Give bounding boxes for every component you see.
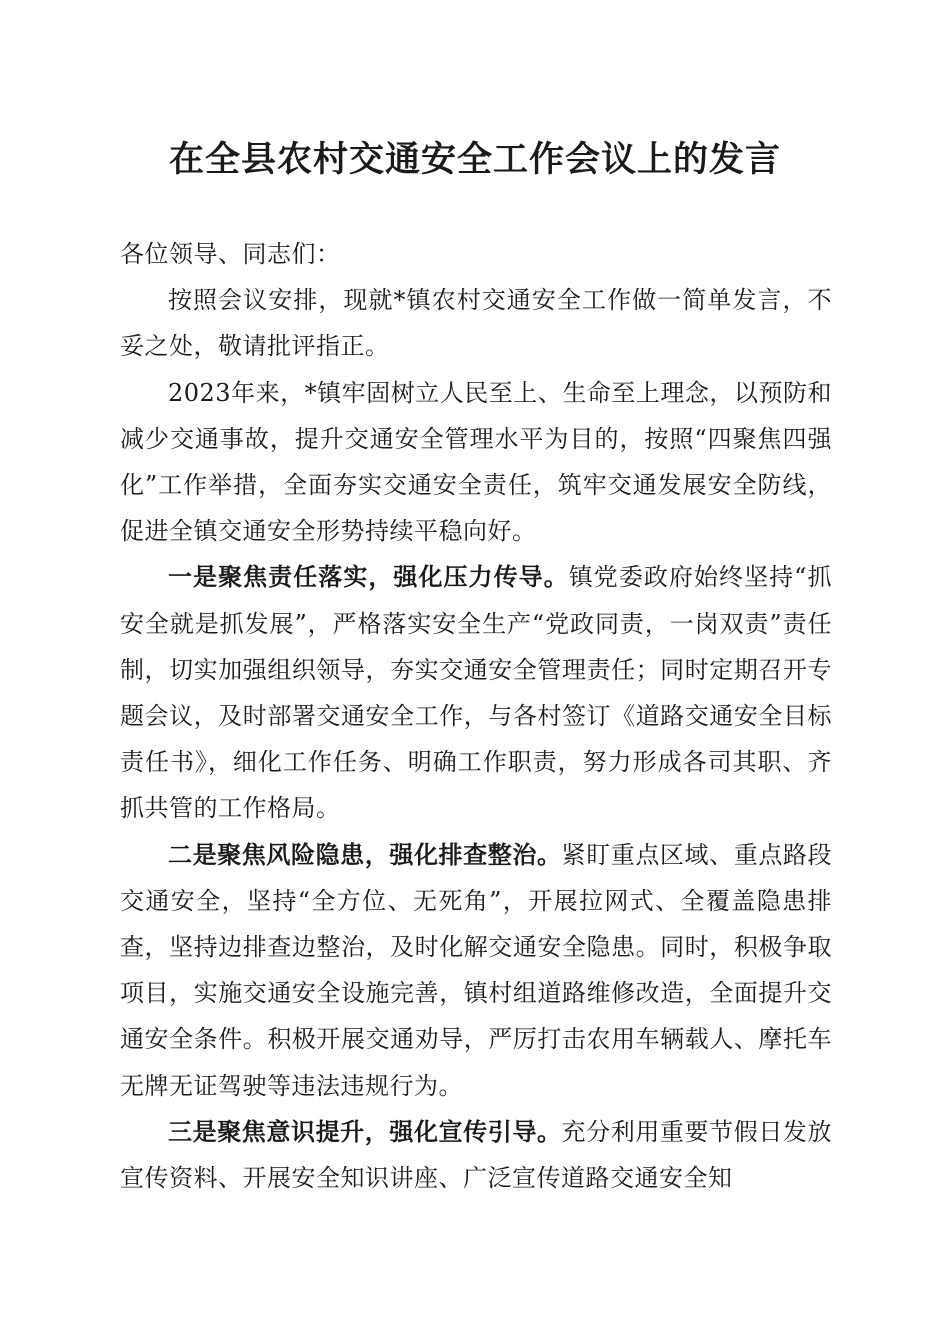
paragraph-lead: 二是聚焦风险隐患，强化排查整治。 <box>168 839 562 869</box>
paragraph-point-1 <box>120 554 832 831</box>
paragraph-text: 2023年来，*镇牢固树立人民至上、生命至上理念，以预防和减少交通事故，提升交通安全管理水平为目的，按照“四聚焦四强化”工作举措，全面夯实交通安全责任，筑牢交通发展安全防线，促进全镇交通安全形势持续平稳向好。 <box>120 378 832 546</box>
document-body <box>120 231 832 1201</box>
paragraph-text: 镇党委政府始终坚持“抓安全就是抓发展”，严格落实安全生产“党政同责，一岗双责”责任制，切实加强组织领导，夯实交通安全管理责任；同时定期召开专题会议，及时部署交通安全工作，与各村签订《道路交通安全目标责任书》，细化工作任务、明确工作职责，努力形成各司其职、齐抓共管的工作格局。 <box>120 563 832 823</box>
paragraph-overview <box>120 370 832 555</box>
paragraph-lead: 一是聚焦责任落实，强化压力传导。 <box>168 562 569 592</box>
paragraph-text: 按照会议安排，现就*镇农村交通安全工作做一简单发言，不妥之处，敬请批评指正。 <box>120 286 832 361</box>
salutation: 各位领导、同志们： <box>120 240 341 268</box>
paragraph-point-3 <box>120 1109 832 1201</box>
paragraph-point-2 <box>120 832 832 1109</box>
paragraph-text: 充分利用重要节假日发放宣传资料、开展安全知识讲座、广泛宣传道路交通安全知 <box>120 1117 833 1193</box>
paragraph-lead: 三是聚焦意识提升，强化宣传引导。 <box>168 1116 562 1146</box>
paragraph-intro <box>120 277 832 369</box>
paragraph-text: 紧盯重点区域、重点路段交通安全，坚持“全方位、无死角”，开展拉网式、全覆盖隐患排查，坚持边排查边整治，及时化解交通安全隐患。同时，积极争取项目，实施交通安全设施完善，镇村组道路维修改造，全面提升交通安全条件。积极开展交通劝导，严厉打击农用车辆载人、摩托车无牌无证驾驶等违法违规行为。 <box>120 840 833 1100</box>
document-title: 在全县农村交通安全工作会议上的发言 <box>168 139 781 180</box>
